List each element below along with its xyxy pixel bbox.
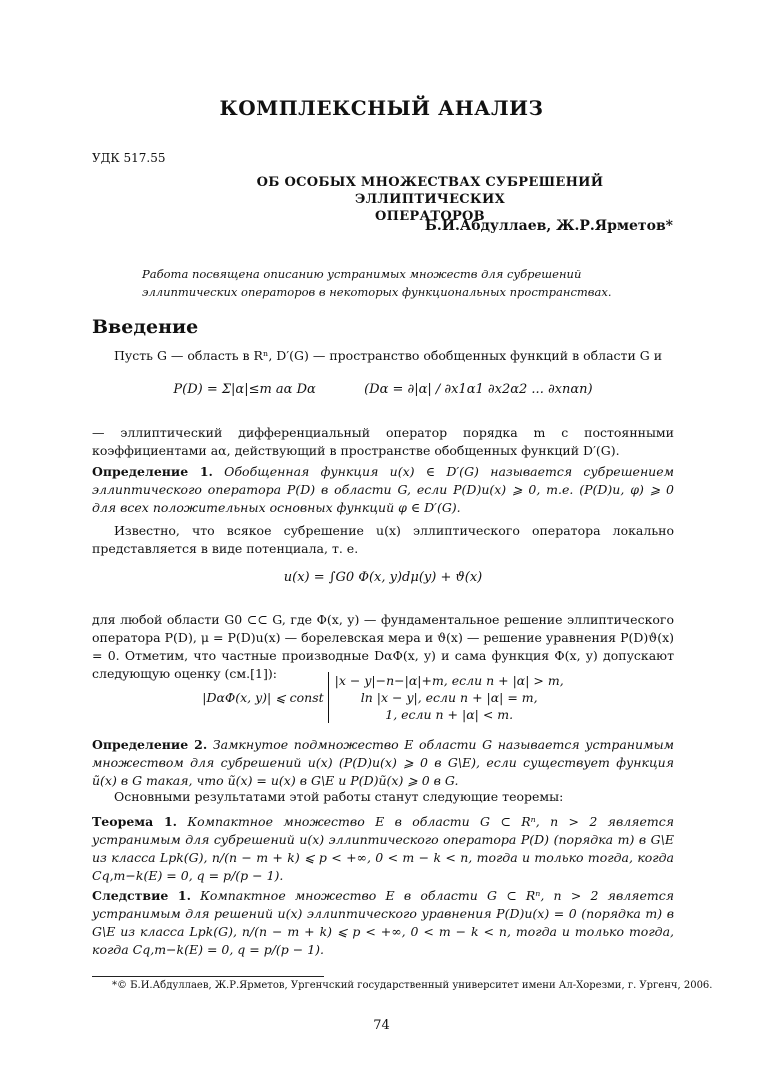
formula-estimate-left: |DαΦ(x, y)| ⩽ const xyxy=(202,690,324,705)
theorem-1-text: Компактное множество E в области G ⊂ Rⁿ, n > 2 является устранимым для субрешений u(x) эллиптического оператора P(D) (порядка m) в G\E из класса Lpk(G), n/(n − m + k) ⩽ p < +∞, 0 < m − k < n, тогда и только тогда, когда Cq,m−k(E) = 0, q = p/(p − 1). xyxy=(92,814,674,883)
theorem-1-label: Теорема 1. xyxy=(92,814,178,829)
corollary-1-text: Компактное множество E в области G ⊂ Rⁿ, n > 2 является устранимым для решений u(x) эллиптического уравнения P(D)u(x) = 0 (порядка m) в G\E из класса Lpk(G), n/(n − m + k) ⩽ p < +∞, 0 < m − k < n, тогда и только тогда, когда Cq,m−k(E) = 0, q = p/(p − 1). xyxy=(92,888,674,957)
paragraph-main-results: Основными результатами этой работы станут следующие теоремы: xyxy=(114,789,564,804)
paragraph-intro: Пусть G — область в Rⁿ, D′(G) — пространство обобщенных функций в области G и xyxy=(114,348,663,363)
definition-2-label: Определение 2. xyxy=(92,737,208,752)
article-title-line1: ОБ ОСОБЫХ МНОЖЕСТВАХ СУБРЕШЕНИЙ ЭЛЛИПТИЧЕСКИХ xyxy=(256,175,604,207)
journal-section-title: КОМПЛЕКСНЫЙ АНАЛИЗ xyxy=(219,96,544,120)
definition-1 xyxy=(92,463,674,517)
formula-estimate-cases xyxy=(328,672,564,723)
definition-2-text: Замкнутое подмножество E области G называется устранимым множеством для субрешений u(x) (P(D)u(x) ⩾ 0 в G\E), если существует функция ũ(x) в G такая, что ũ(x) = u(x) в G\E и P(D)ũ(x) ⩾ 0 в G. xyxy=(92,737,674,788)
abstract: Работа посвящена описанию устранимых множеств для субрешений эллиптических операторов в некоторых функциональных пространствах. xyxy=(142,267,612,299)
definition-2 xyxy=(92,736,674,790)
formula-operator-sum: P(D) = Σ|α|≤m aα Dα xyxy=(173,382,316,397)
page-number: 74 xyxy=(373,1018,390,1033)
formula-estimate-case-3: 1, если n + |α| < m. xyxy=(385,707,514,722)
formula-estimate-case-2: ln |x − y|, если n + |α| = m, xyxy=(360,690,538,705)
udk-code: УДК 517.55 xyxy=(92,151,166,165)
paragraph-operator-desc: — эллиптический дифференциальный оператор порядка m с постоянными коэффициентами aα, действующий в пространстве обобщенных функций D′(G). xyxy=(92,425,674,458)
formula-potential: u(x) = ∫G0 Φ(x, y)dμ(y) + ϑ(x) xyxy=(283,570,483,585)
paragraph-fundamental: для любой области G0 ⊂⊂ G, где Φ(x, y) — фундаментальное решение эллиптического оператора P(D), μ = P(D)u(x) — борелевская мера и ϑ(x) — решение уравнения P(D)ϑ(x) = 0. Отметим, что частные производные DαΦ(x, y) и сама функция Φ(x, y) допускают следующую оценку (см.[1]): xyxy=(92,612,674,681)
footnote: *© Б.И.Абдуллаев, Ж.Р.Ярметов, Ургенчский государственный университет имени Ал-Хорезми, г. Ургенч, 2006. xyxy=(112,980,713,991)
definition-1-text: Обобщенная функция u(x) ∈ D′(G) называется субрешением эллиптического оператора P(D) в области G, если P(D)u(x) ⩾ 0, т.е. (P(D)u, φ) ⩾ 0 для всех положительных основных функций φ ∈ D′(G). xyxy=(92,464,674,515)
formula-operator-derivative: (Dα = ∂|α| / ∂x1α1 ∂x2α2 ... ∂xnαn) xyxy=(364,382,593,397)
corollary-1-label: Следствие 1. xyxy=(92,888,191,903)
definition-1-label: Определение 1. xyxy=(92,464,213,479)
formula-estimate xyxy=(92,672,674,723)
formula-estimate-case-1: |x − y|−n−|α|+m, если n + |α| > m, xyxy=(334,673,564,688)
article-title-line2: ОПЕРАТОРОВ xyxy=(375,209,485,224)
section-title: Введение xyxy=(92,316,199,338)
formula-operator xyxy=(92,382,674,397)
authors: Б.И.Абдуллаев, Ж.Р.Ярметов* xyxy=(424,218,673,234)
paragraph-potential: Известно, что всякое субрешение u(x) эллиптического оператора локально представляется в виде потенциала, т. е. xyxy=(92,523,674,556)
corollary-1 xyxy=(92,887,674,959)
footnote-rule xyxy=(92,976,324,977)
theorem-1 xyxy=(92,813,674,885)
